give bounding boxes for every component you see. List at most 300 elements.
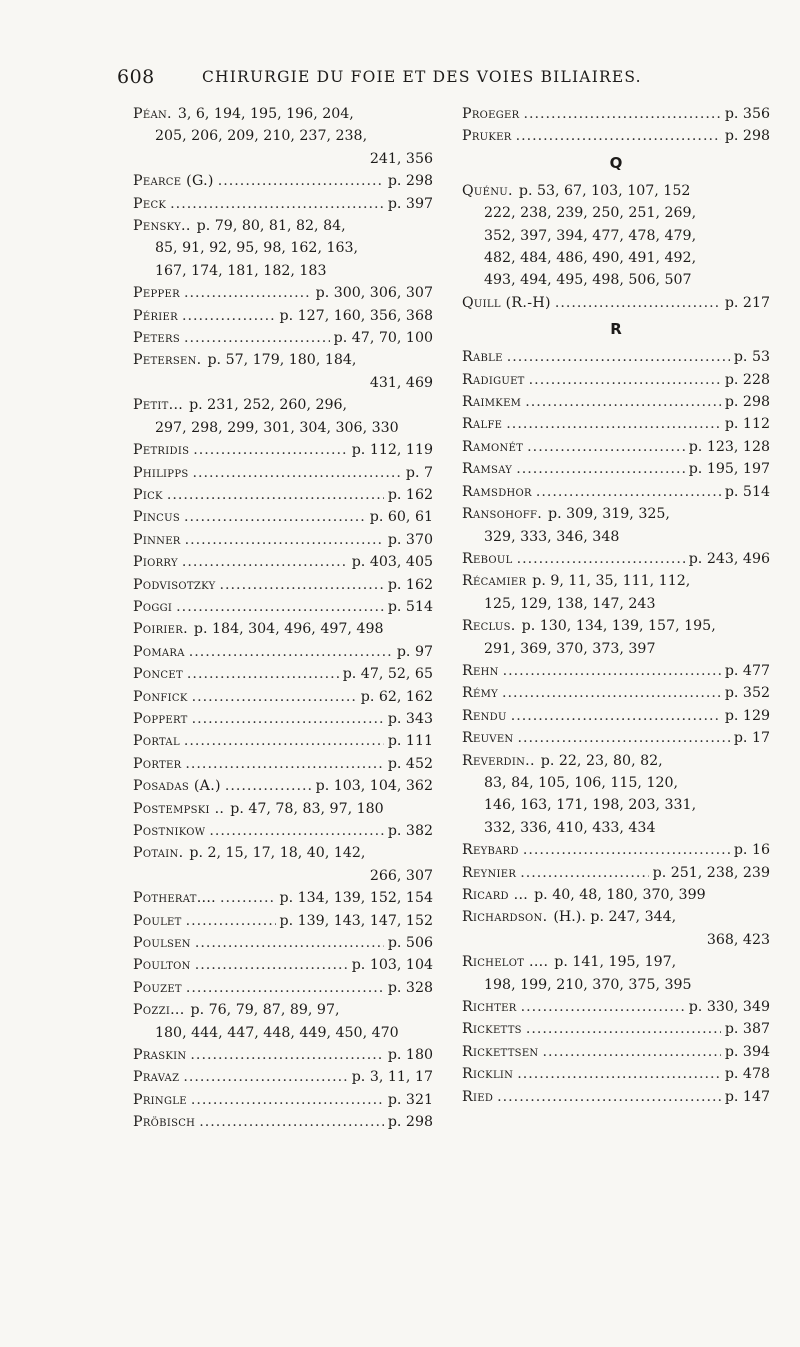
dot-leader [191, 1089, 384, 1111]
page-refs: 266, 307 [369, 867, 433, 884]
entry-line [462, 638, 770, 660]
dot-leader [170, 193, 384, 215]
page-refs: p. 9, 11, 35, 111, 112, [532, 573, 691, 590]
entry-line [462, 202, 770, 224]
author-name: Quill (R.-H) [462, 294, 551, 311]
dot-leader [517, 727, 729, 749]
entry-line [462, 247, 770, 269]
author-name: Philipps [133, 464, 189, 481]
page-refs: 3, 6, 194, 195, 196, 204, [177, 106, 354, 122]
author-name: Potherat.... [133, 890, 216, 907]
page-refs: 482, 484, 486, 490, 491, 492, [484, 250, 697, 267]
entry-line [133, 932, 433, 954]
author-name: Ricklin [462, 1066, 514, 1083]
index-entry [133, 730, 433, 752]
index-entry [133, 1111, 433, 1133]
page-refs: 431, 469 [369, 374, 433, 391]
index-entry [133, 686, 433, 708]
page-refs: 125, 129, 138, 147, 243 [484, 595, 656, 612]
page-refs: 368, 423 [706, 931, 770, 948]
index-entry [133, 215, 433, 282]
entry-line [133, 999, 433, 1021]
author-name: Quénu. [462, 182, 513, 199]
index-entry [133, 305, 433, 327]
page-refs: p. 298 [724, 394, 770, 411]
author-name: Petit... [133, 397, 184, 414]
entry-line [462, 481, 770, 503]
author-name: Poppert [133, 710, 188, 727]
entry-line [133, 193, 433, 215]
entry-line [462, 180, 770, 202]
dot-leader [525, 391, 721, 413]
dot-leader [189, 641, 393, 663]
entry-line [462, 974, 770, 996]
entry-line [133, 910, 433, 932]
author-name: Périer [133, 307, 178, 324]
entry-line [462, 660, 770, 682]
entry-line [462, 503, 770, 525]
entry-line [133, 618, 433, 640]
entry-line [133, 417, 433, 439]
author-name: Pozzi... [133, 1002, 185, 1019]
page-refs: p. 79, 80, 81, 82, 84, [196, 218, 346, 235]
entry-line [462, 526, 770, 548]
entry-line [133, 842, 433, 864]
page-refs: 241, 356 [369, 150, 433, 167]
index-entry [133, 999, 433, 1044]
author-name: Posadas (A.) [133, 778, 221, 795]
author-name: Reynier [462, 864, 517, 881]
page-refs: p. 97 [396, 643, 433, 660]
author-name: Poulton [133, 957, 191, 974]
index-entry [462, 705, 770, 727]
author-name: Petridis [133, 442, 190, 459]
author-name: Ried [462, 1088, 494, 1105]
author-name: Pincus [133, 509, 180, 526]
dot-leader [187, 663, 339, 685]
index-entry [462, 125, 770, 147]
author-name: Pröbisch [133, 1114, 196, 1131]
page-refs: p. 180 [387, 1047, 433, 1064]
index-entry [133, 506, 433, 528]
index-entry [133, 529, 433, 551]
dot-leader [218, 170, 384, 192]
entry-line [462, 593, 770, 615]
entry-line [462, 682, 770, 704]
page-refs: p. 16 [733, 842, 770, 859]
entry-line [462, 615, 770, 637]
index-entry [462, 180, 770, 292]
index-entry [133, 641, 433, 663]
index-entry [133, 618, 433, 640]
page-refs: p. 231, 252, 260, 296, [189, 397, 348, 414]
entry-line [133, 753, 433, 775]
author-name: Rendu [462, 707, 507, 724]
author-name: Rémy [462, 685, 499, 702]
index-entry [133, 327, 433, 349]
entry-line [133, 798, 433, 820]
author-name: Récamier [462, 573, 527, 590]
section-letter: R [610, 320, 622, 339]
entry-line [462, 794, 770, 816]
index-column-right [462, 103, 770, 1108]
page-refs: p. 228 [724, 371, 770, 388]
page-refs: p. 60, 61 [369, 509, 433, 526]
page-refs: p. 356 [724, 106, 770, 122]
dot-leader [186, 977, 384, 999]
page-refs: 85, 91, 92, 95, 98, 162, 163, [155, 240, 359, 257]
entry-line [133, 215, 433, 237]
page-refs: p. 309, 319, 325, [548, 506, 670, 523]
author-name: Richelot .... [462, 954, 549, 971]
index-entry [133, 977, 433, 999]
page-refs: 146, 163, 171, 198, 203, 331, [484, 797, 697, 814]
author-name: Rable [462, 349, 503, 366]
page-refs: p. 7 [405, 464, 433, 481]
author-name: Poulsen [133, 935, 191, 952]
entry-line [133, 125, 433, 147]
entry-line [462, 413, 770, 435]
page-refs: p. 141, 195, 197, [554, 954, 677, 971]
entry-line [133, 439, 433, 461]
index-entry [133, 170, 433, 192]
author-name: Ramsdhor [462, 483, 532, 500]
author-name: Ramonét [462, 438, 524, 455]
dot-leader [507, 346, 730, 368]
index-entry [133, 887, 433, 909]
page-refs: p. 514 [387, 598, 433, 615]
entry-line [462, 750, 770, 772]
entry-line [133, 551, 433, 573]
page-refs: p. 40, 48, 180, 370, 399 [534, 887, 706, 903]
index-entry [133, 551, 433, 573]
dot-leader [192, 708, 384, 730]
index-entry [462, 481, 770, 503]
page-refs: p. 343 [387, 710, 433, 727]
index-entry [133, 1044, 433, 1066]
page-refs: p. 321 [387, 1091, 433, 1108]
author-name: Podvisotzky [133, 576, 216, 593]
entry-line [462, 996, 770, 1018]
index-entry [133, 574, 433, 596]
author-name: Péan. [133, 106, 172, 122]
page-refs: 167, 174, 181, 182, 183 [155, 262, 327, 279]
author-name: Pick [133, 486, 163, 503]
author-name: Rickettsen [462, 1043, 539, 1060]
page-refs: 83, 84, 105, 106, 115, 120, [484, 774, 679, 791]
entry-line [462, 103, 770, 125]
page-refs: p. 112 [724, 416, 770, 433]
author-name: Pringle [133, 1091, 187, 1108]
page-refs: 222, 238, 239, 250, 251, 269, [484, 205, 697, 222]
dot-leader [184, 327, 330, 349]
page-refs: p. 251, 238, 239 [652, 864, 770, 881]
entry-line [133, 529, 433, 551]
entry-line [462, 269, 770, 291]
dot-leader [193, 439, 348, 461]
author-name: Petersen. [133, 352, 202, 369]
author-name: Reverdin.. [462, 752, 535, 769]
page-refs: p. 394 [724, 1043, 770, 1060]
page-refs: 205, 206, 209, 210, 237, 238, [155, 128, 368, 145]
page-refs: p. 2, 15, 17, 18, 40, 142, [189, 845, 366, 862]
index-entry [462, 839, 770, 861]
index-entry [133, 775, 433, 797]
dot-leader [502, 682, 721, 704]
page-refs: p. 134, 139, 152, 154 [279, 890, 433, 907]
page-refs: p. 184, 304, 496, 497, 498 [193, 621, 384, 638]
entry-line [133, 887, 433, 909]
dot-leader [529, 369, 721, 391]
entry-line [462, 1063, 770, 1085]
entry-line [133, 148, 433, 170]
page-refs: 180, 444, 447, 448, 449, 450, 470 [155, 1024, 399, 1041]
entry-line [133, 103, 433, 125]
page-refs: p. 478 [724, 1066, 770, 1083]
dot-leader [220, 887, 276, 909]
page-refs: p. 243, 496 [688, 550, 770, 567]
index-entry [133, 820, 433, 842]
page-refs: p. 53 [733, 349, 770, 366]
index-entry [133, 663, 433, 685]
page-refs: (H.). p. 247, 344, [553, 909, 677, 926]
section-letter: Q [609, 153, 623, 172]
entry-line [133, 462, 433, 484]
author-name: Rehn [462, 662, 499, 679]
page-refs: p. 129 [724, 707, 770, 724]
page-refs: p. 328 [387, 979, 433, 996]
author-name: Pepper [133, 285, 180, 302]
dot-leader [199, 1111, 384, 1133]
page-refs: p. 47, 52, 65 [342, 666, 433, 683]
page-refs: p. 130, 134, 139, 157, 195, [521, 618, 716, 635]
entry-line [462, 1041, 770, 1063]
index-entry [462, 660, 770, 682]
page-refs: p. 217 [724, 294, 770, 311]
index-entry [133, 708, 433, 730]
dot-leader [182, 305, 276, 327]
page-refs: p. 17 [733, 730, 770, 747]
author-name: Piorry [133, 554, 178, 571]
author-name: Pensky.. [133, 218, 191, 235]
entry-line [133, 977, 433, 999]
page-refs: p. 47, 78, 83, 97, 180 [230, 800, 384, 817]
author-name: Pruker [462, 128, 512, 145]
index-entry [462, 1063, 770, 1085]
author-name: Ricketts [462, 1021, 522, 1038]
page-refs: p. 147 [724, 1088, 770, 1105]
index-entry [462, 391, 770, 413]
page-refs: p. 123, 128 [688, 438, 770, 455]
page-refs: 198, 199, 210, 370, 375, 395 [484, 976, 692, 993]
page-number: 608 [117, 66, 155, 88]
entry-line [133, 170, 433, 192]
dot-leader [516, 458, 685, 480]
dot-leader [520, 862, 648, 884]
page-refs: p. 162 [387, 576, 433, 593]
index-entry [133, 596, 433, 618]
entry-line [462, 1086, 770, 1108]
author-name: Poncet [133, 666, 183, 683]
author-name: Ralfe [462, 416, 503, 433]
index-entry [462, 1018, 770, 1040]
author-name: Ransohoff. [462, 506, 543, 523]
entry-line [133, 1066, 433, 1088]
page-refs: p. 103, 104 [351, 957, 433, 974]
index-entry [462, 727, 770, 749]
index-entry [462, 292, 770, 314]
index-entry [462, 436, 770, 458]
dot-leader [497, 1086, 721, 1108]
index-entry [462, 884, 770, 906]
entry-line [462, 817, 770, 839]
index-entry [462, 548, 770, 570]
entry-line [133, 372, 433, 394]
author-name: Raimkem [462, 394, 522, 411]
entry-line [133, 730, 433, 752]
entry-line [462, 369, 770, 391]
index-entry [133, 753, 433, 775]
author-name: Reclus. [462, 618, 516, 635]
entry-line [462, 705, 770, 727]
author-name: Ponfick [133, 688, 188, 705]
page-refs: p. 47, 70, 100 [333, 330, 433, 347]
dot-leader [183, 1066, 347, 1088]
entry-line [462, 884, 770, 906]
index-entry [462, 503, 770, 548]
author-name: Reboul [462, 550, 513, 567]
dot-leader [523, 839, 730, 861]
dot-leader [503, 660, 721, 682]
author-name: Praskin [133, 1047, 187, 1064]
index-entry [462, 413, 770, 435]
author-name: Pinner [133, 531, 181, 548]
index-entry [133, 103, 433, 170]
index-entry [133, 842, 433, 887]
dot-leader [225, 775, 312, 797]
page-refs: p. 352 [724, 685, 770, 702]
page-refs: p. 103, 104, 362 [315, 778, 433, 795]
page-refs: p. 397 [387, 195, 433, 212]
entry-line [462, 292, 770, 314]
page-refs: 332, 336, 410, 433, 434 [484, 819, 656, 836]
entry-line [462, 125, 770, 147]
entry-line [462, 548, 770, 570]
index-entry [462, 906, 770, 951]
dot-leader [176, 596, 384, 618]
entry-line [462, 225, 770, 247]
entry-line [133, 327, 433, 349]
entry-line [462, 727, 770, 749]
index-entry [133, 282, 433, 304]
author-name: Ricard ... [462, 887, 529, 903]
author-name: Potain. [133, 845, 184, 862]
dot-leader [521, 996, 685, 1018]
author-name: Poirier. [133, 621, 188, 638]
index-entry [462, 615, 770, 660]
index-entry [133, 1066, 433, 1088]
author-name: Portal [133, 733, 180, 750]
page-refs: p. 403, 405 [351, 554, 433, 571]
index-entry [133, 484, 433, 506]
entry-line [133, 1089, 433, 1111]
page-refs: p. 195, 197 [688, 461, 770, 478]
author-name: Pomara [133, 643, 185, 660]
dot-leader [516, 125, 721, 147]
dot-leader [527, 436, 685, 458]
author-name: Richardson. [462, 909, 548, 926]
page-refs: 329, 333, 346, 348 [484, 528, 620, 545]
page-refs: p. 298 [387, 1114, 433, 1131]
index-entry [133, 462, 433, 484]
index-entry [462, 996, 770, 1018]
entry-line [133, 349, 433, 371]
author-name: Radiguet [462, 371, 525, 388]
dot-leader [511, 705, 721, 727]
entry-line [133, 305, 433, 327]
dot-leader [193, 462, 402, 484]
entry-line [462, 391, 770, 413]
page-refs: p. 3, 11, 17 [351, 1069, 433, 1086]
index-entry [462, 458, 770, 480]
index-entry [462, 1041, 770, 1063]
dot-leader [184, 282, 312, 304]
entry-line [133, 820, 433, 842]
page-refs: p. 76, 79, 87, 89, 97, [190, 1002, 340, 1019]
entry-line [462, 951, 770, 973]
entry-line [133, 641, 433, 663]
dot-leader [220, 574, 384, 596]
dot-leader [517, 1063, 721, 1085]
entry-line [133, 686, 433, 708]
entry-line [133, 1022, 433, 1044]
dot-leader [192, 686, 357, 708]
page-refs: p. 477 [724, 662, 770, 679]
page-refs: 297, 298, 299, 301, 304, 306, 330 [155, 419, 399, 436]
index-entry [133, 798, 433, 820]
page-header [0, 66, 800, 96]
dot-leader [542, 1041, 720, 1063]
page-refs: p. 387 [724, 1021, 770, 1038]
index-entry [462, 1086, 770, 1108]
author-name: Peters [133, 330, 180, 347]
dot-leader [195, 932, 384, 954]
page-refs: p. 506 [387, 935, 433, 952]
page-refs: 352, 397, 394, 477, 478, 479, [484, 227, 697, 244]
page-refs: p. 298 [387, 173, 433, 190]
page-refs: p. 53, 67, 103, 107, 152 [518, 182, 691, 199]
page-refs: p. 298 [724, 128, 770, 145]
author-name: Postnikow [133, 823, 206, 839]
running-title: CHIRURGIE DU FOIE ET DES VOIES BILIAIRES. [202, 68, 642, 86]
entry-line [462, 862, 770, 884]
entry-line [133, 574, 433, 596]
index-entry [462, 682, 770, 704]
entry-line [462, 346, 770, 368]
entry-line [133, 484, 433, 506]
author-name: Pouzet [133, 979, 182, 996]
entry-line [133, 954, 433, 976]
entry-line [462, 1018, 770, 1040]
page-refs: p. 62, 162 [360, 688, 433, 705]
dot-leader [526, 1018, 721, 1040]
index-entry [133, 910, 433, 932]
entry-line [133, 663, 433, 685]
entry-line [133, 1111, 433, 1133]
page-refs: p. 514 [724, 483, 770, 500]
dot-leader [184, 730, 384, 752]
page-refs: p. 300, 306, 307 [315, 285, 433, 302]
